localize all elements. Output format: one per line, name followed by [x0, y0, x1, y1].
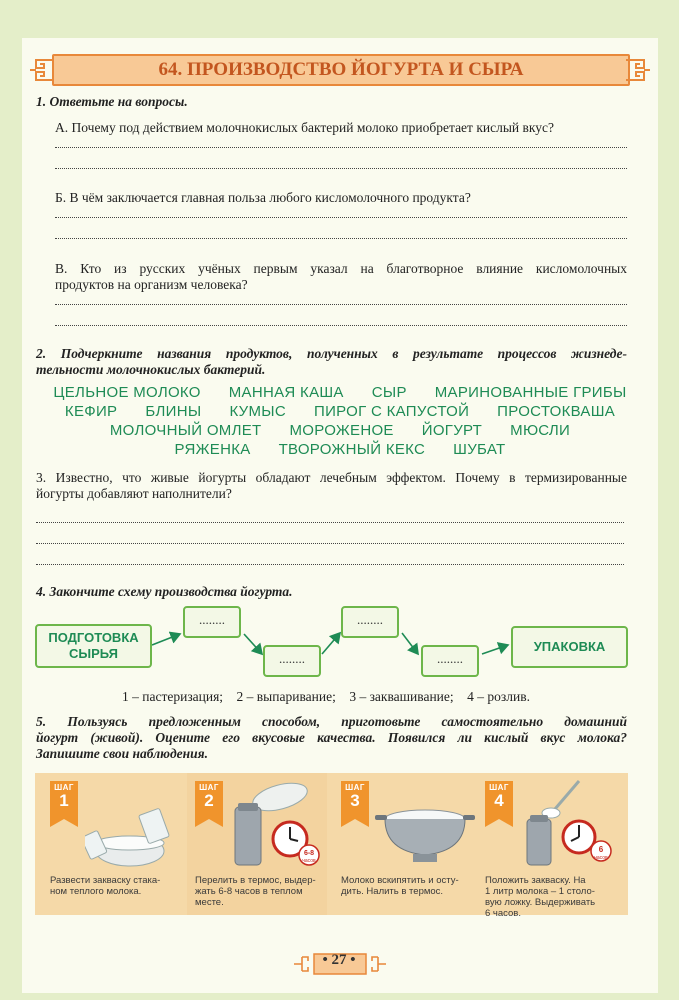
q3-text-line2: йогурты добавляют наполнители? — [36, 486, 232, 501]
step-2-badge — [195, 781, 223, 819]
thermos-and-clock-icon — [225, 779, 325, 871]
clock-label-unit: часов — [302, 858, 316, 864]
step-number: 3 — [350, 791, 360, 810]
scheme-arrow — [402, 633, 418, 654]
caption-line: Перелить в термос, выдер- — [195, 875, 316, 886]
q5-text-line1: 5. Пользуясь предложенным способом, приготовьте самостоятельно домашний — [36, 714, 627, 729]
scheme-arrow — [482, 645, 508, 654]
caption-line: вую ложку. Выдерживать — [485, 897, 596, 908]
caption-line: месте. — [195, 897, 224, 908]
step-4-badge — [485, 781, 513, 819]
scheme-blank-4[interactable]: ........ — [421, 645, 479, 677]
page-number: • 27 • — [322, 952, 356, 968]
step-number: 4 — [494, 791, 504, 810]
scheme-start-line1: ПОДГОТОВКА — [48, 630, 139, 645]
step-number: 2 — [204, 791, 214, 810]
q4-legend: 1 – пастеризация; 2 – выпаривание; 3 – заквашивание; 4 – розлив. — [122, 689, 530, 704]
q1-c-text-line2: продуктов на организм человека? — [55, 277, 248, 292]
q5-text-line3: Запишите свои наблюдения. — [36, 746, 209, 761]
product-word[interactable]: КУМЫС — [229, 403, 286, 420]
caption-line: Положить закваску. На — [485, 875, 586, 886]
caption-line: 1 литр молока – 1 столо- — [485, 886, 595, 897]
step-number: 1 — [59, 791, 69, 810]
scheme-start-line2: СЫРЬЯ — [69, 646, 118, 661]
step-1-caption — [50, 875, 160, 897]
scheme-blank-1[interactable]: ........ — [183, 606, 241, 638]
step-3-badge — [341, 781, 369, 819]
scheme-end-box: УПАКОВКА — [511, 626, 628, 668]
product-word[interactable]: ПИРОГ С КАПУСТОЙ — [314, 403, 470, 420]
step-label: ШАГ — [199, 783, 219, 792]
product-word[interactable]: МАННАЯ КАША — [228, 384, 344, 401]
q2-heading-line2: тельности молочнокислых бактерий. — [36, 362, 266, 377]
product-word[interactable]: СЫР — [371, 384, 407, 401]
q3-text-line1: 3. Известно, что живые йогурты обладают лечебным эффектом. Почему в термизированные — [36, 470, 627, 485]
product-word[interactable]: ШУБАТ — [453, 441, 506, 458]
step-1-badge — [50, 781, 78, 819]
scheme-blank-3[interactable]: ........ — [341, 606, 399, 638]
product-word[interactable]: РЯЖЕНКА — [174, 441, 251, 458]
step-2-caption — [195, 875, 316, 908]
bowl-and-glasses-icon — [85, 793, 185, 873]
product-word[interactable]: КЕФИР — [64, 403, 118, 420]
product-word[interactable]: МОРОЖЕНОЕ — [289, 422, 394, 439]
product-word[interactable]: МАРИНОВАННЫЕ ГРИБЫ — [434, 384, 627, 401]
product-word[interactable]: ЦЕЛЬНОЕ МОЛОКО — [53, 384, 201, 401]
product-word[interactable]: ТВОРОЖНЫЙ КЕКС — [278, 441, 426, 458]
caption-line: дить. Налить в термос. — [341, 886, 444, 897]
page-title: 64. ПРОИЗВОДСТВО ЙОГУРТА И СЫРА — [52, 54, 630, 86]
q1-a-text: А. Почему под действием молочнокислых бактерий молоко приобретает кислый вкус? — [55, 120, 554, 135]
step-label: ШАГ — [345, 783, 365, 792]
q1-c-text-line1: В. Кто из русских учёных первым указал на благотворное влияние кисломолочных — [55, 261, 627, 276]
caption-line: 6 часов. — [485, 908, 521, 919]
scheme-blank-2[interactable]: ........ — [263, 645, 321, 677]
product-word[interactable]: МЮСЛИ — [510, 422, 571, 439]
clock-label: 6 — [598, 845, 604, 854]
scheme-arrow — [322, 633, 340, 654]
caption-line: Развести закваску стака- — [50, 875, 161, 886]
caption-line: ном теплого молока. — [50, 886, 142, 897]
scheme-arrow — [244, 634, 262, 654]
product-word[interactable]: ЙОГУРТ — [421, 422, 483, 439]
caption-line: Молоко вскипятить и осту- — [341, 875, 459, 886]
step-4-caption — [485, 875, 595, 919]
step-label: ШАГ — [54, 783, 74, 792]
scheme-start-box — [35, 624, 152, 668]
q1-heading: 1. Ответьте на вопросы. — [36, 94, 188, 109]
q4-heading: 4. Закончите схему производства йогурта. — [36, 584, 293, 599]
clock-label: 6-8 — [303, 850, 315, 857]
steps-strip — [35, 773, 628, 919]
q1-b-text: Б. В чём заключается главная польза любого кисломолочного продукта? — [55, 190, 471, 205]
product-word[interactable]: МОЛОЧНЫЙ ОМЛЕТ — [109, 422, 262, 439]
step-3-caption — [341, 875, 459, 897]
q2-heading-line1: 2. Подчеркните названия продуктов, полученных в результате процессов жизнеде- — [36, 346, 627, 361]
caption-line: жать 6-8 часов в теплом — [195, 886, 303, 897]
product-word[interactable]: БЛИНЫ — [145, 403, 202, 420]
clock-label-unit: часов — [594, 855, 608, 861]
q5-text-line2: йогурт (живой). Оцените его вкусовые качества. Появился ли кислый вкус молока? — [36, 730, 627, 745]
product-word[interactable]: ПРОСТОКВАША — [497, 403, 616, 420]
pot-icon — [375, 799, 475, 869]
thermos-spoon-clock-icon — [515, 775, 620, 871]
scheme-arrow — [152, 634, 180, 645]
step-label: ШАГ — [489, 783, 509, 792]
